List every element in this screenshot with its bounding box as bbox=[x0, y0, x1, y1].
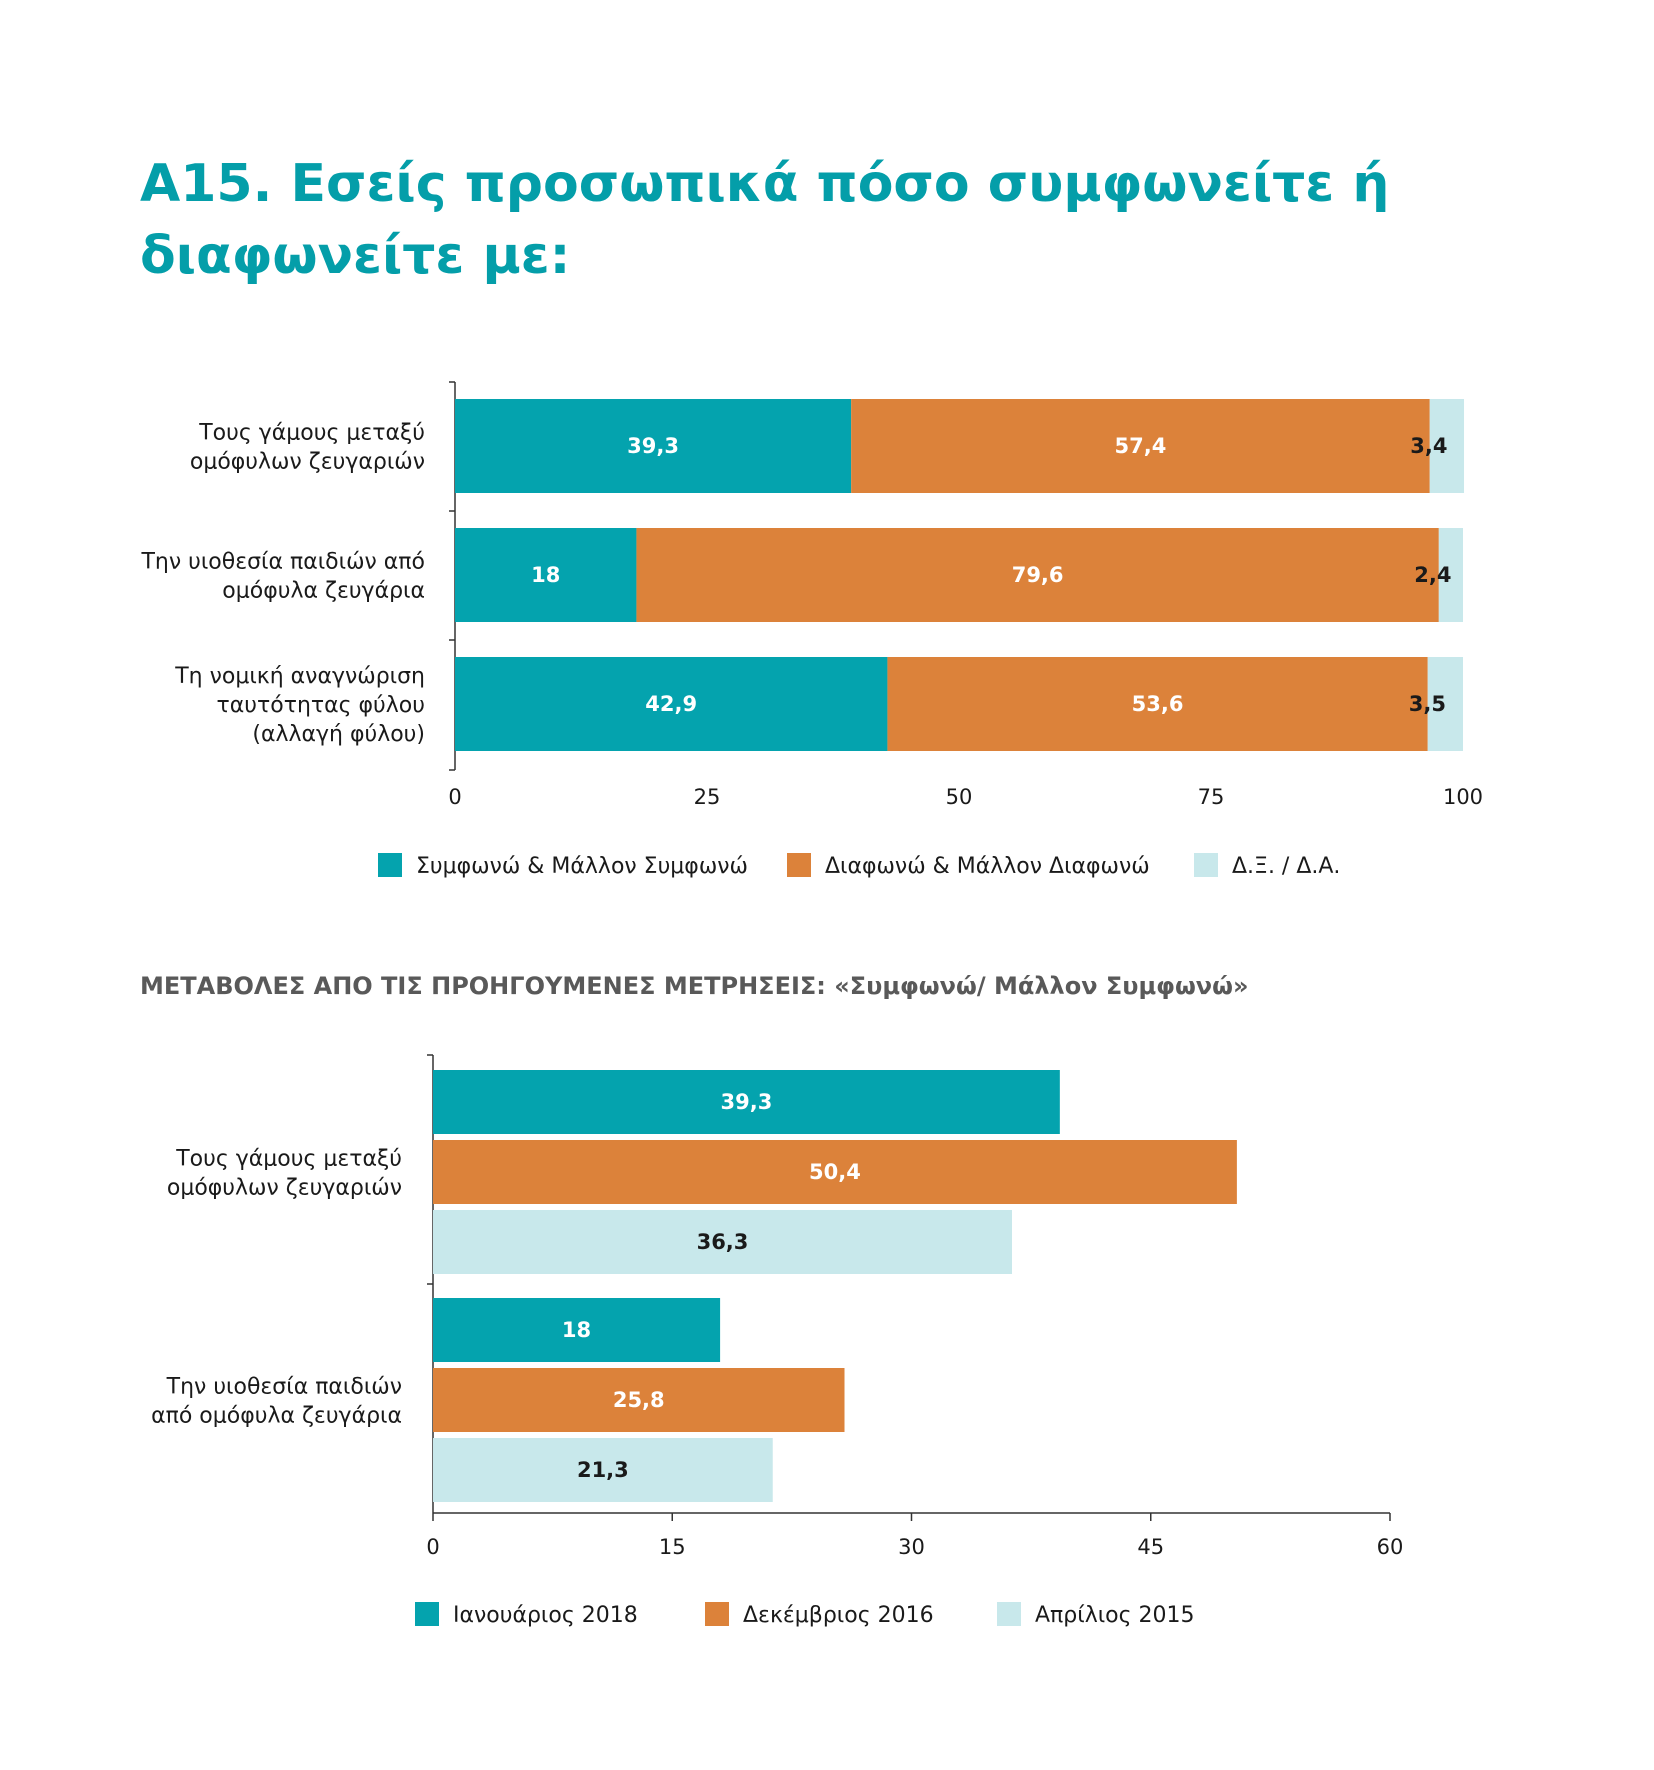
legend-swatch bbox=[1194, 853, 1218, 877]
grouped-bar-chart bbox=[0, 1040, 1654, 1680]
data-label: 18 bbox=[531, 563, 561, 587]
data-label: 42,9 bbox=[645, 692, 698, 716]
stacked-bar-chart bbox=[0, 370, 1654, 970]
x-tick-label: 0 bbox=[426, 1535, 440, 1559]
data-label: 39,3 bbox=[627, 434, 679, 458]
data-label: 53,6 bbox=[1131, 692, 1184, 716]
x-tick-label: 50 bbox=[945, 785, 973, 809]
legend-label: Διαφωνώ & Μάλλον Διαφωνώ bbox=[825, 854, 1150, 879]
category-label: Την υιοθεσία παιδιών bbox=[166, 1374, 402, 1400]
category-label: Τους γάμους μεταξύ bbox=[176, 1146, 402, 1172]
x-tick-label: 0 bbox=[448, 785, 462, 809]
x-tick-label: 45 bbox=[1137, 1535, 1165, 1559]
x-tick-label: 60 bbox=[1376, 1535, 1404, 1559]
chart-title: Α15. Εσείς προσωπικά πόσο συμφωνείτε ή διαφωνείτε με: bbox=[140, 154, 1390, 286]
legend-swatch bbox=[997, 1602, 1021, 1626]
legend-label: Απρίλιος 2015 bbox=[1035, 1603, 1195, 1628]
legend-swatch bbox=[378, 853, 402, 877]
category-label: ομόφυλα ζευγάρια bbox=[222, 578, 425, 604]
data-label: 39,3 bbox=[720, 1090, 773, 1114]
x-tick-label: 100 bbox=[1442, 785, 1484, 809]
category-label: Την υιοθεσία παιδιών από bbox=[141, 549, 425, 575]
legend-swatch bbox=[705, 1602, 729, 1626]
legend-label: Συμφωνώ & Μάλλον Συμφωνώ bbox=[416, 854, 748, 879]
legend-label: Δεκέμβριος 2016 bbox=[743, 1603, 934, 1628]
data-label: 18 bbox=[561, 1318, 592, 1342]
data-label: 36,3 bbox=[696, 1230, 749, 1254]
legend-label: Ιανουάριος 2018 bbox=[453, 1603, 638, 1628]
category-label: από ομόφυλα ζευγάρια bbox=[151, 1403, 402, 1429]
category-label: ομόφυλων ζευγαριών bbox=[189, 449, 425, 475]
category-label: ομόφυλων ζευγαριών bbox=[166, 1175, 402, 1201]
data-label: 3,4 bbox=[1410, 434, 1448, 458]
data-label: 21,3 bbox=[576, 1458, 629, 1482]
legend-swatch bbox=[415, 1602, 439, 1626]
legend-label: Δ.Ξ. / Δ.Α. bbox=[1232, 854, 1341, 879]
data-label: 2,4 bbox=[1414, 563, 1452, 587]
x-tick-label: 15 bbox=[658, 1535, 686, 1559]
category-label: Τη νομική αναγνώριση bbox=[175, 664, 425, 689]
x-tick-label: 75 bbox=[1197, 785, 1225, 809]
x-tick-label: 30 bbox=[898, 1535, 925, 1559]
data-label: 3,5 bbox=[1408, 692, 1446, 716]
category-label: (αλλαγή φύλου) bbox=[252, 722, 425, 747]
section-subtitle: ΜΕΤΑΒΟΛΕΣ ΑΠΟ ΤΙΣ ΠΡΟΗΓΟΥΜΕΝΕΣ ΜΕΤΡΗΣΕΙΣ: «Συμφωνώ/ Μάλλον Συμφωνώ» bbox=[140, 972, 1249, 1000]
x-tick-label: 25 bbox=[693, 785, 721, 809]
data-label: 79,6 bbox=[1011, 563, 1064, 587]
legend-swatch bbox=[787, 853, 811, 877]
category-label: Τους γάμους μεταξύ bbox=[199, 420, 425, 446]
data-label: 25,8 bbox=[612, 1388, 665, 1412]
data-label: 50,4 bbox=[809, 1160, 861, 1184]
data-label: 57,4 bbox=[1114, 434, 1167, 458]
category-label: ταυτότητας φύλου bbox=[216, 693, 425, 718]
